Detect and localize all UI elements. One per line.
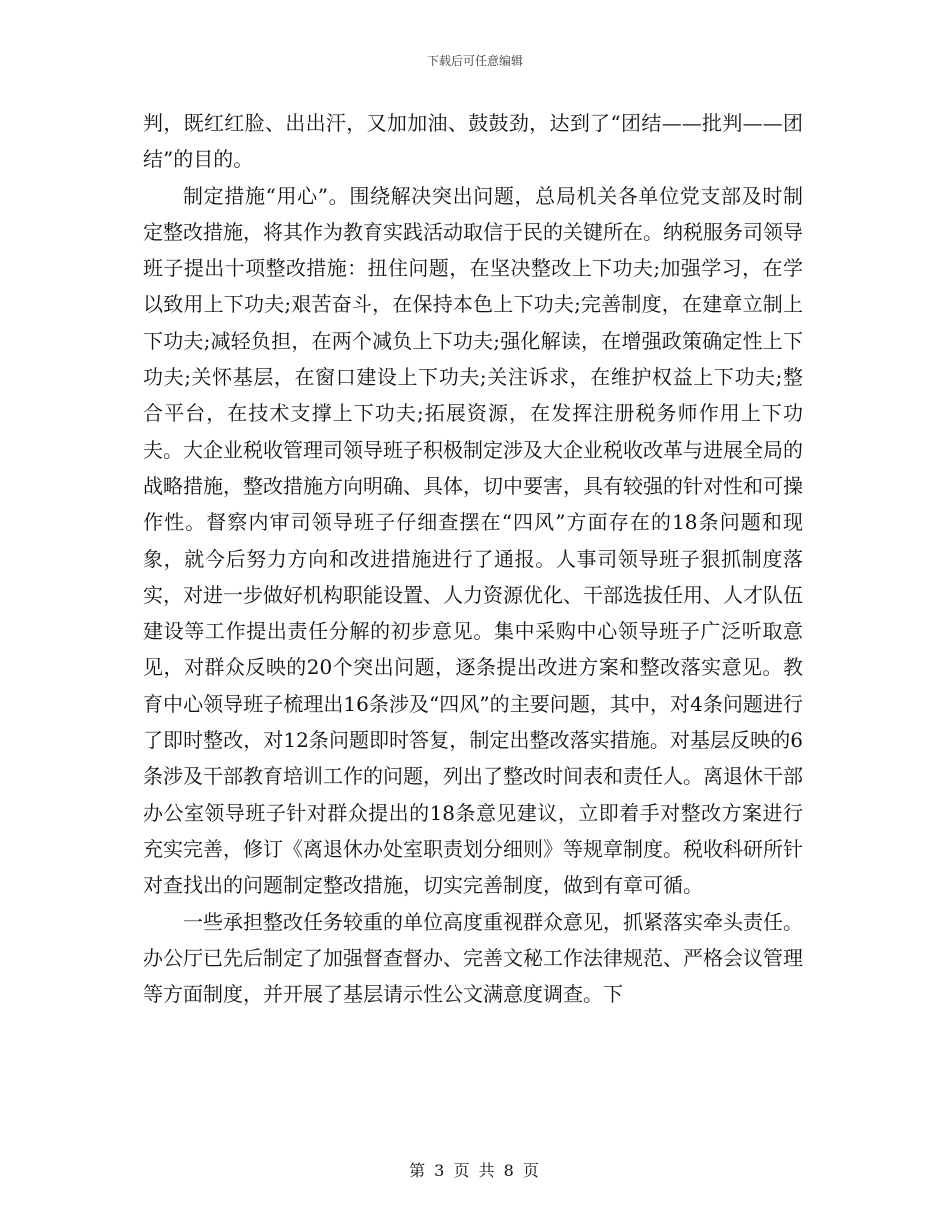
page-header: 下载后可任意编辑: [426, 54, 523, 68]
document-body: [143, 105, 803, 1012]
paragraph-measures: 制定措施“用心”。围绕解决突出问题，总局机关各单位党支部及时制定整改措施，将其作为教育实践活动取信于民的关键所在。纳税服务司领导班子提出十项整改措施：扭住问题，在坚决整改上下功夫;加强学习，在学以致用上下功夫;艰苦奋斗，在保持本色上下功夫;完善制度，在建章立制上下功夫;减轻负担，在两个减负上下功夫;强化解读，在增强政策确定性上下功夫;关怀基层，在窗口建设上下功夫;关注诉求，在维护权益上下功夫;整合平台，在技术支撑上下功夫;拓展资源，在发挥注册税务师作用上下功夫。大企业税收管理司领导班子积极制定涉及大企业税收改革与进展全局的战略措施，整改措施方向明确、具体，切中要害，具有较强的针对性和可操作性。督察内审司领导班子仔细查摆在“四风”方面存在的18条问题和现象，就今后努力方向和改进措施进行了通报。人事司领导班子狠抓制度落实，对进一步做好机构职能设置、人力资源优化、干部选拔任用、人才队伍建设等工作提出责任分解的初步意见。集中采购中心领导班子广泛听取意见，对群众反映的20个突出问题，逐条提出改进方案和整改落实意见。教育中心领导班子梳理出16条涉及“四风”的主要问题，其中，对4条问题进行了即时整改，对12条问题即时答复，制定出整改落实措施。对基层反映的6条涉及干部教育培训工作的问题，列出了整改时间表和责任人。离退休干部办公室领导班子针对群众提出的18条意见建议，立即着手对整改方案进行充实完善，修订《离退休办处室职责划分细则》等规章制度。税收科研所针对查找出的问题制定整改措施，切实完善制度，做到有章可循。: [143, 183, 803, 898]
paragraph-continuation: 判，既红红脸、出出汗，又加加油、鼓鼓劲，达到了“团结——批判——团结”的目的。: [143, 111, 803, 172]
paragraph-responsibility: 一些承担整改任务较重的单位高度重视群众意见，抓紧落实牵头责任。办公厅已先后制定了加强督查督办、完善文秘工作法律规范、严格会议管理等方面制度，并开展了基层请示性公文满意度调查。下: [143, 909, 803, 1007]
page-number: 第 3 页 共 8 页: [409, 1161, 541, 1180]
